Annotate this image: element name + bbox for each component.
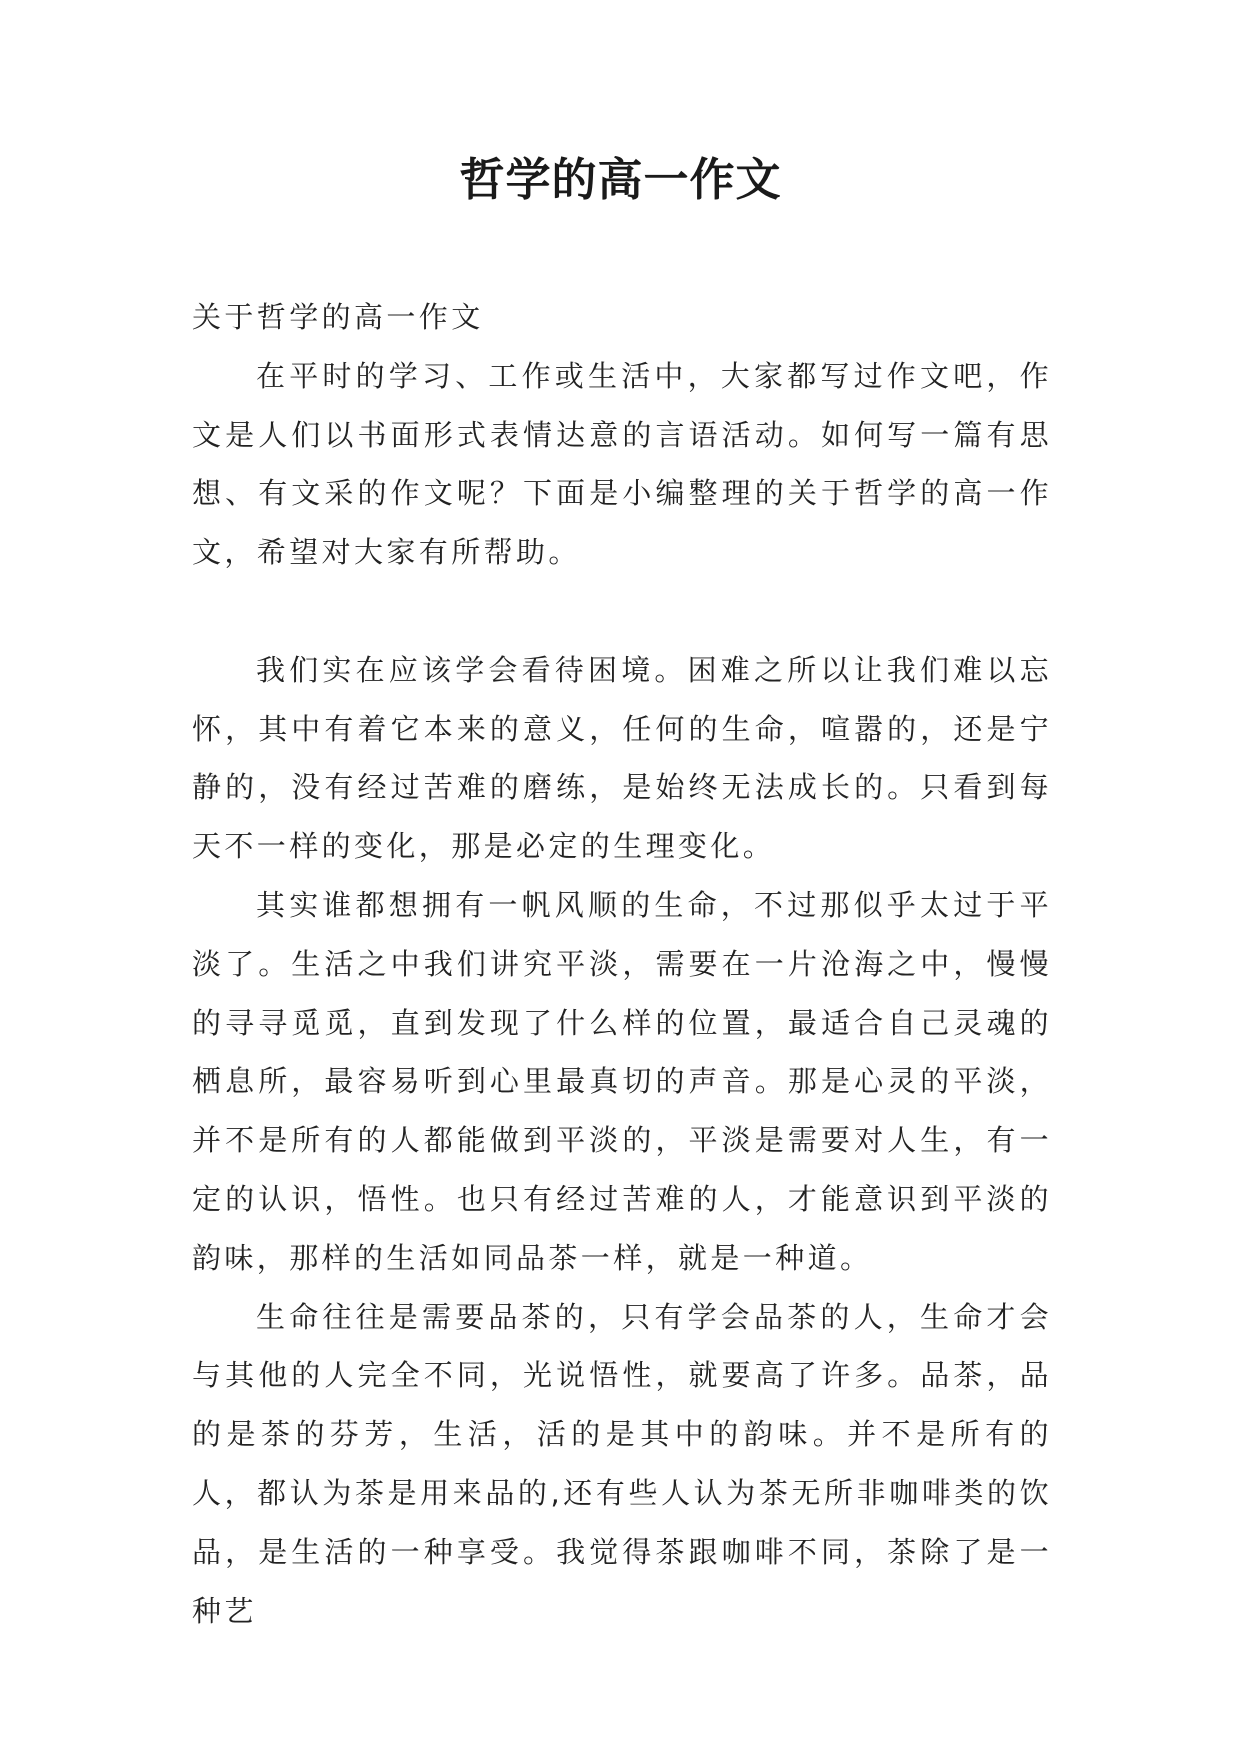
body-paragraph-2: 其实谁都想拥有一帆风顺的生命，不过那似乎太过于平淡了。生活之中我们讲究平淡，需要在一片沧海之中，慢慢的寻寻觅觅，直到发现了什么样的位置，最适合自己灵魂的栖息所，最容易听到心里最真切的声音。那是心灵的平淡，并不是所有的人都能做到平淡的，平淡是需要对人生，有一定的认识，悟性。也只有经过苦难的人，才能意识到平淡的韵味，那样的生活如同品茶一样，就是一种道。	[192, 887, 1052, 1275]
document-body	[192, 288, 1052, 1640]
body-paragraph-1: 我们实在应该学会看待困境。困难之所以让我们难以忘怀，其中有着它本来的意义，任何的生命，喧嚣的，还是宁静的，没有经过苦难的磨练，是始终无法成长的。只看到每天不一样的变化，那是必定的生理变化。	[192, 652, 1052, 864]
intro-paragraph: 在平时的学习、工作或生活中，大家都写过作文吧，作文是人们以书面形式表情达意的言语活动。如何写一篇有思想、有文采的作文呢？下面是小编整理的关于哲学的高一作文，希望对大家有所帮助。	[192, 358, 1052, 570]
body-paragraph-3: 生命往往是需要品茶的，只有学会品茶的人，生命才会与其他的人完全不同，光说悟性，就要高了许多。品茶，品的是茶的芬芳，生活，活的是其中的韵味。并不是所有的人，都认为茶是用来品的,还有些人认为茶无所非咖啡类的饮品，是生活的一种享受。我觉得茶跟咖啡不同，茶除了是一种艺	[192, 1299, 1052, 1628]
document-title: 哲学的高一作文	[459, 153, 782, 206]
document-subtitle: 关于哲学的高一作文	[192, 300, 484, 334]
paragraph-spacer	[192, 582, 1052, 641]
